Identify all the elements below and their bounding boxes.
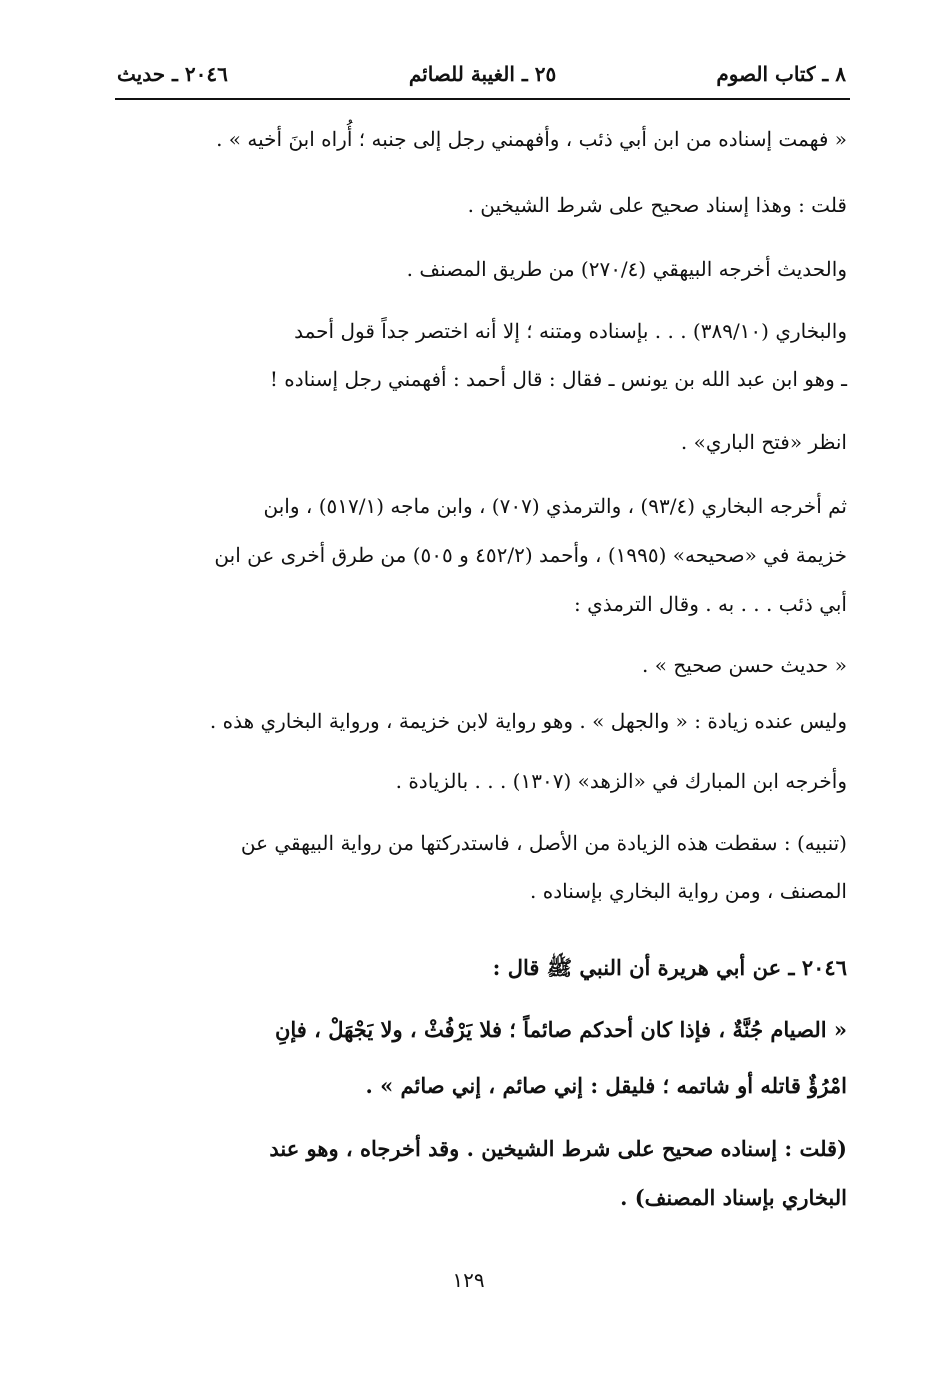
header-hadith-number: ٢٠٤٦ ـ حديث (117, 62, 228, 86)
hadith-text-line: امْرُؤٌ قاتله أو شاتمه ؛ فليقل : إني صائم ، إني صائم » . (365, 1073, 847, 1098)
header-chapter: ٨ ـ كتاب الصوم (716, 62, 846, 86)
text-line: وليس عنده زيادة : « والجهل » . وهو رواية لابن خزيمة ، ورواية البخاري هذه . (209, 709, 847, 733)
text-line: ثم أخرجه البخاري (٩٣/٤) ، والترمذي (٧٠٧) ، وابن ماجه (٥١٧/١) ، وابن (263, 494, 847, 518)
text-line: والحديث أخرجه البيهقي (٢٧٠/٤) من طريق المصنف . (406, 257, 847, 281)
hadith-text-line: « الصيام جُنَّةٌ ، فإذا كان أحدكم صائماً ؛ فلا يَرْفُثْ ، ولا يَجْهَلْ ، فإنِ (274, 1017, 847, 1042)
hadith-heading: ٢٠٤٦ ـ عن أبي هريرة أن النبي ﷺ قال : (492, 955, 847, 980)
page-number: ١٢٩ (452, 1268, 485, 1292)
text-line: ـ وهو ابن عبد الله بن يونس ـ فقال : قال أحمد : أفهمني رجل إسناده ! (269, 367, 847, 391)
grading-line: البخاري بإسناد المصنف) . (620, 1185, 847, 1210)
text-line: قلت : وهذا إسناد صحيح على شرط الشيخين . (467, 193, 847, 217)
text-line: (تنبيه) : سقطت هذه الزيادة من الأصل ، فاستدركتها من رواية البيهقي عن (240, 831, 847, 855)
header-section: ٢٥ ـ الغيبة للصائم (408, 62, 557, 86)
text-line: المصنف ، ومن رواية البخاري بإسناده . (530, 879, 847, 903)
grading-line: (قلت : إسناده صحيح على شرط الشيخين . وقد أخرجاه ، وهو عند (269, 1136, 847, 1161)
text-line: انظر «فتح الباري» . (680, 430, 847, 454)
text-line: أبي ذئب . . . به . وقال الترمذي : (573, 592, 847, 616)
text-line: « فهمت إسناده من ابن أبي ذئب ، وأفهمني رجل إلى جنبه ؛ أُراه ابنَ أخيه » . (216, 127, 847, 151)
text-line: والبخاري (٣٨٩/١٠) . . . بإسناده ومتنه ؛ إلا أنه اختصر جداً قول أحمد (294, 319, 847, 343)
running-header (115, 58, 850, 100)
text-line: « حديث حسن صحيح » . (642, 653, 847, 677)
text-line: وأخرجه ابن المبارك في «الزهد» (١٣٠٧) . . . بالزيادة . (395, 769, 847, 793)
text-line: خزيمة في «صحيحه» (١٩٩٥) ، وأحمد (٤٥٢/٢ و ٥٠٥) من طرق أخرى عن ابن (214, 543, 847, 567)
